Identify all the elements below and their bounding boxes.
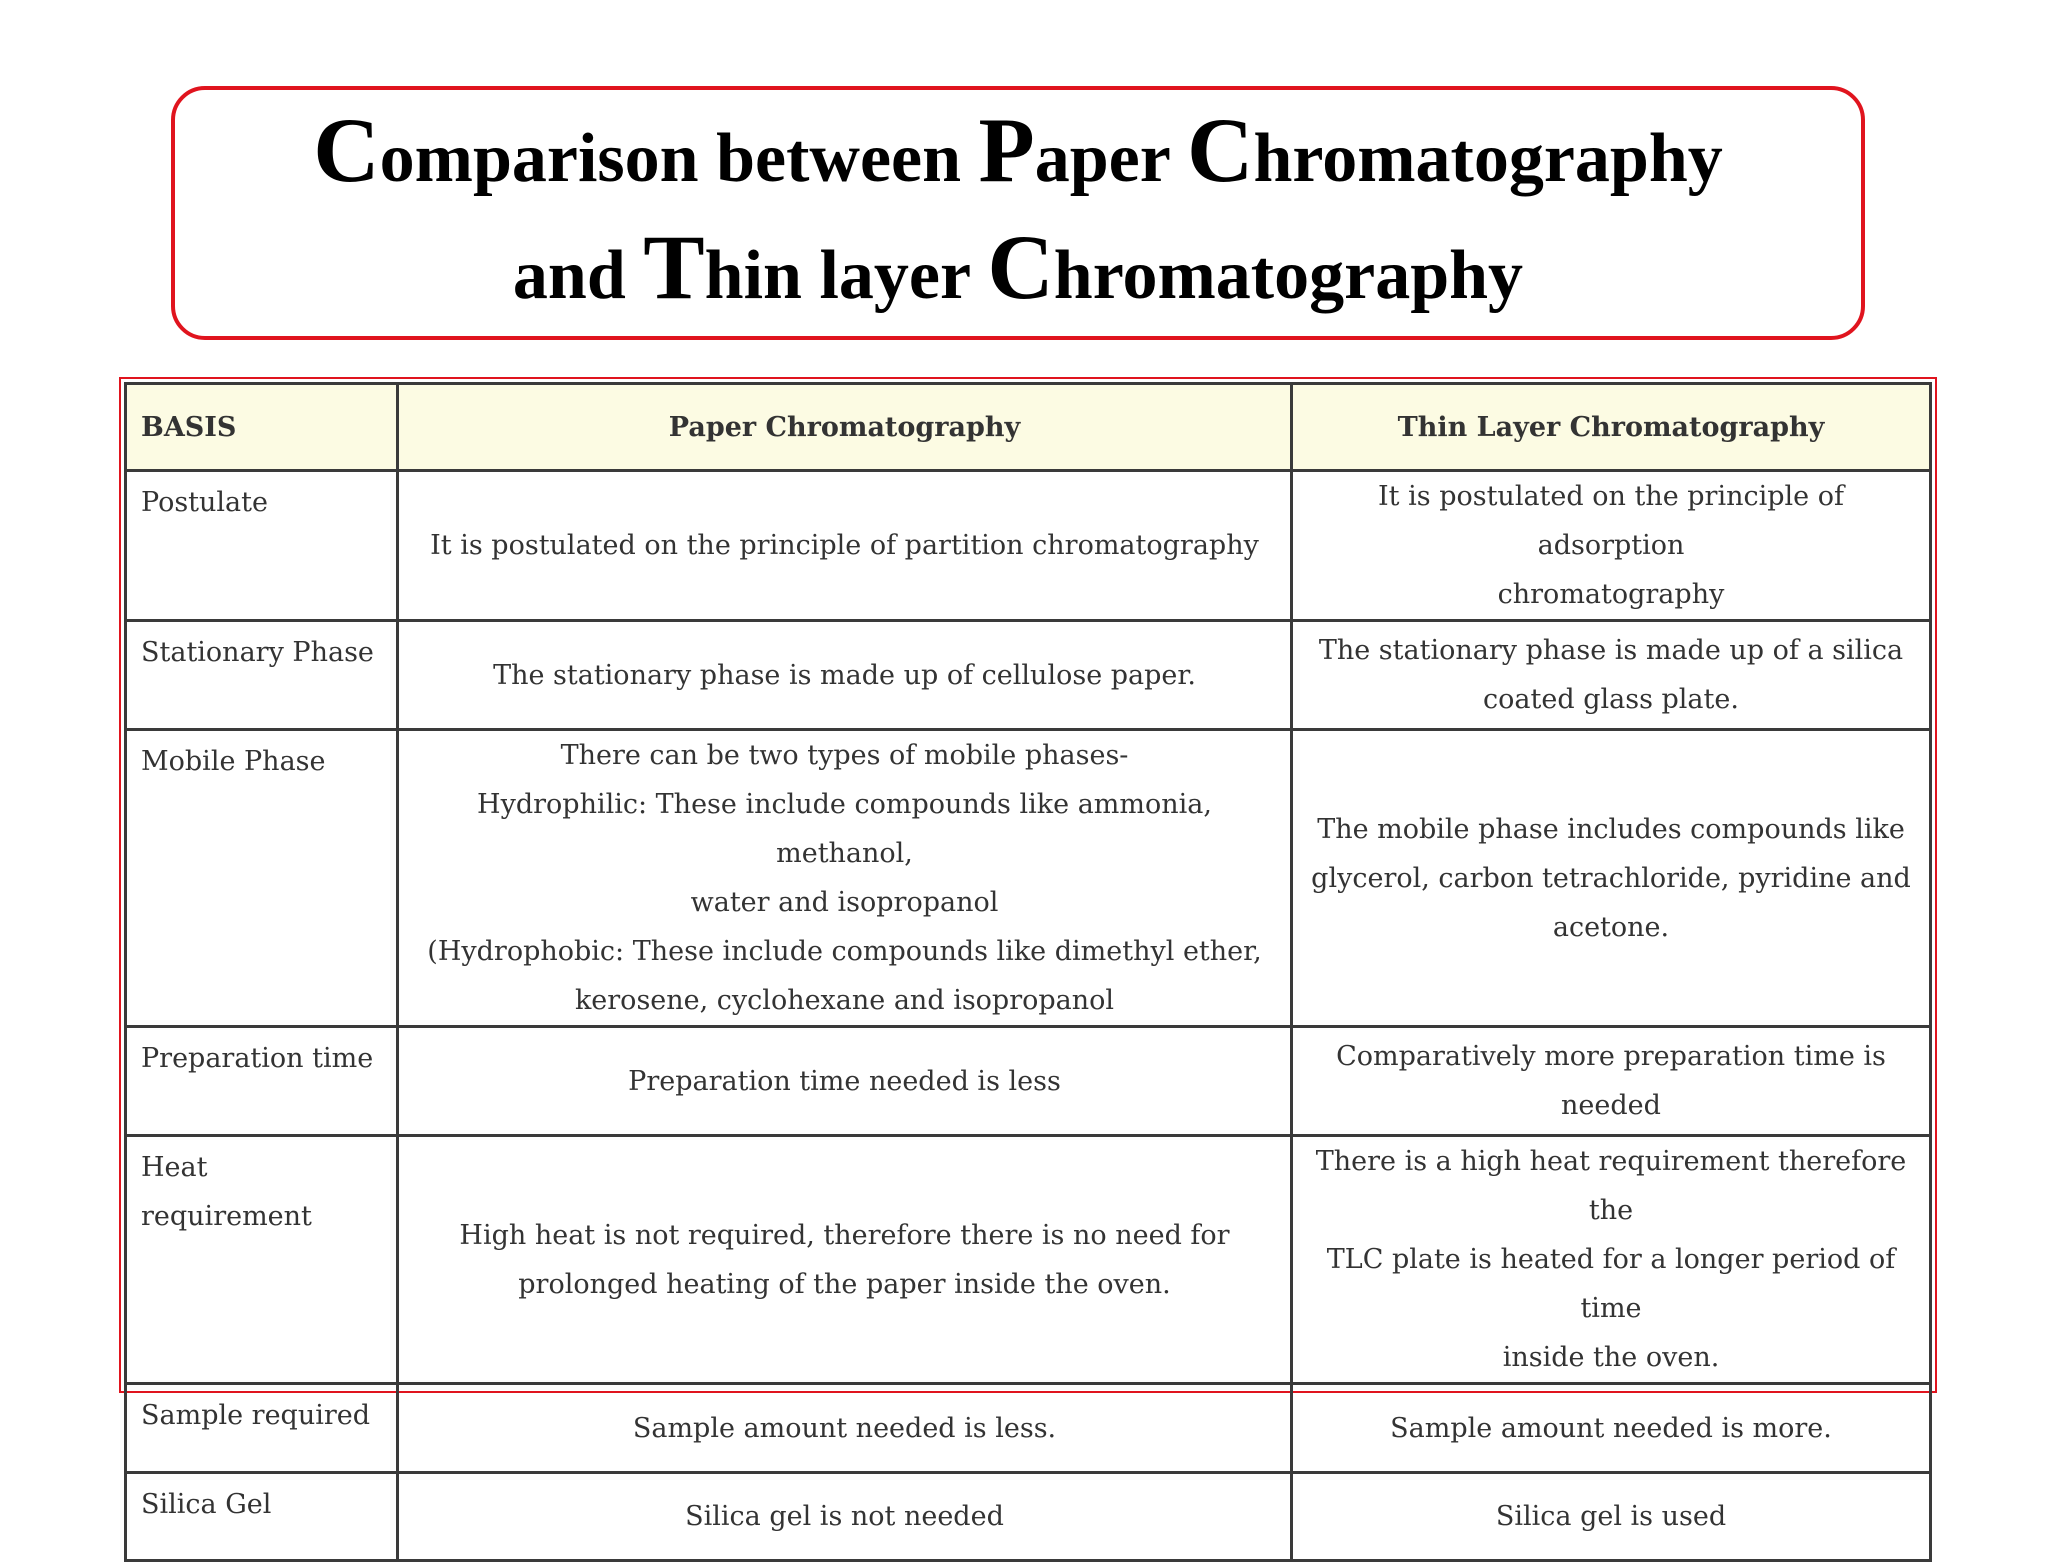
tlc-cell bbox=[1292, 1136, 1931, 1384]
cell-line: There can be two types of mobile phases- bbox=[560, 740, 1129, 771]
title-text: hromatography bbox=[1053, 237, 1524, 314]
tlc-cell bbox=[1292, 730, 1931, 1027]
title-cap: C bbox=[313, 99, 380, 201]
table-row bbox=[126, 621, 1931, 730]
cell-line: acetone. bbox=[1552, 911, 1670, 943]
paper-cell bbox=[398, 1384, 1292, 1473]
title-text: omparison between bbox=[379, 120, 979, 197]
cell-line: Silica gel is not needed bbox=[685, 1501, 1004, 1532]
header-paper-chromatography: Paper Chromatography bbox=[398, 384, 1292, 471]
title-cap: P bbox=[978, 99, 1035, 201]
cell-line: Preparation time needed is less bbox=[628, 1065, 1061, 1097]
cell-line: Sample amount needed is more. bbox=[1390, 1412, 1832, 1444]
header-basis: BASIS bbox=[126, 384, 398, 471]
paper-cell bbox=[398, 471, 1292, 621]
title-text: hromatography bbox=[1253, 120, 1723, 197]
cell-line: Sample amount needed is less. bbox=[632, 1412, 1057, 1444]
title-line-1 bbox=[313, 96, 1723, 213]
tlc-cell bbox=[1292, 621, 1931, 730]
title-text: hin layer bbox=[704, 237, 988, 314]
header-thin-layer-chromatography: Thin Layer Chromatography bbox=[1292, 384, 1931, 471]
title-cap: T bbox=[643, 216, 705, 318]
paper-cell bbox=[398, 1473, 1292, 1561]
cell-line: chromatography bbox=[1497, 579, 1725, 610]
cell-line: coated glass plate. bbox=[1483, 684, 1739, 715]
comparison-table bbox=[124, 382, 1932, 1562]
cell-line: glycerol, carbon tetrachloride, pyridine and bbox=[1311, 862, 1911, 894]
cell-line: TLC plate is heated for a longer period of time bbox=[1326, 1244, 1896, 1324]
cell-line: Comparatively more preparation time is bbox=[1336, 1041, 1886, 1072]
cell-line: It is postulated on the principle of partition chromatography bbox=[430, 530, 1259, 561]
cell-line: inside the oven. bbox=[1502, 1342, 1720, 1373]
row-basis: Preparation time bbox=[126, 1027, 398, 1136]
tlc-cell bbox=[1292, 1384, 1931, 1473]
comparison-table-frame bbox=[119, 377, 1937, 1532]
tlc-cell bbox=[1292, 1027, 1931, 1136]
cell-line: The stationary phase is made up of cellulose paper. bbox=[493, 659, 1196, 691]
row-basis: Sample required bbox=[126, 1384, 398, 1473]
title-cap: C bbox=[987, 216, 1054, 318]
paper-cell bbox=[398, 621, 1292, 730]
cell-line: (Hydrophobic: These include compounds like dimethyl ether, bbox=[427, 936, 1262, 967]
table-row bbox=[126, 471, 1931, 621]
title-box bbox=[171, 86, 1865, 340]
row-basis: Stationary Phase bbox=[126, 621, 398, 730]
cell-line: needed bbox=[1561, 1090, 1661, 1121]
table-row bbox=[126, 1473, 1931, 1561]
title-text: and bbox=[512, 237, 644, 314]
row-basis: Heat requirement bbox=[126, 1136, 398, 1384]
table-row bbox=[126, 1136, 1931, 1384]
cell-line: water and isopropanol bbox=[690, 887, 999, 918]
table-row bbox=[126, 730, 1931, 1027]
table-row bbox=[126, 1384, 1931, 1473]
tlc-cell bbox=[1292, 471, 1931, 621]
cell-line: The stationary phase is made up of a silica bbox=[1318, 635, 1904, 666]
title-text: aper bbox=[1034, 120, 1188, 197]
title-line-2 bbox=[513, 213, 1523, 330]
paper-cell bbox=[398, 1136, 1292, 1384]
tlc-cell bbox=[1292, 1473, 1931, 1561]
row-basis: Silica Gel bbox=[126, 1473, 398, 1561]
cell-line: kerosene, cyclohexane and isopropanol bbox=[574, 985, 1115, 1016]
row-basis: Mobile Phase bbox=[126, 730, 398, 1027]
cell-line: prolonged heating of the paper inside the oven. bbox=[518, 1268, 1171, 1300]
paper-cell bbox=[398, 1027, 1292, 1136]
cell-line: High heat is not required, therefore there is no need for bbox=[459, 1219, 1230, 1251]
cell-line: The mobile phase includes compounds like bbox=[1317, 813, 1905, 845]
cell-line: It is postulated on the principle of adsorption bbox=[1378, 481, 1844, 561]
cell-line: Hydrophilic: These include compounds like ammonia, methanol, bbox=[477, 789, 1212, 869]
paper-cell bbox=[398, 730, 1292, 1027]
title-cap: C bbox=[1187, 99, 1254, 201]
header-row bbox=[126, 384, 1931, 471]
table-row bbox=[126, 1027, 1931, 1136]
row-basis: Postulate bbox=[126, 471, 398, 621]
cell-line: Silica gel is used bbox=[1495, 1501, 1727, 1532]
cell-line: There is a high heat requirement therefore the bbox=[1315, 1146, 1907, 1226]
